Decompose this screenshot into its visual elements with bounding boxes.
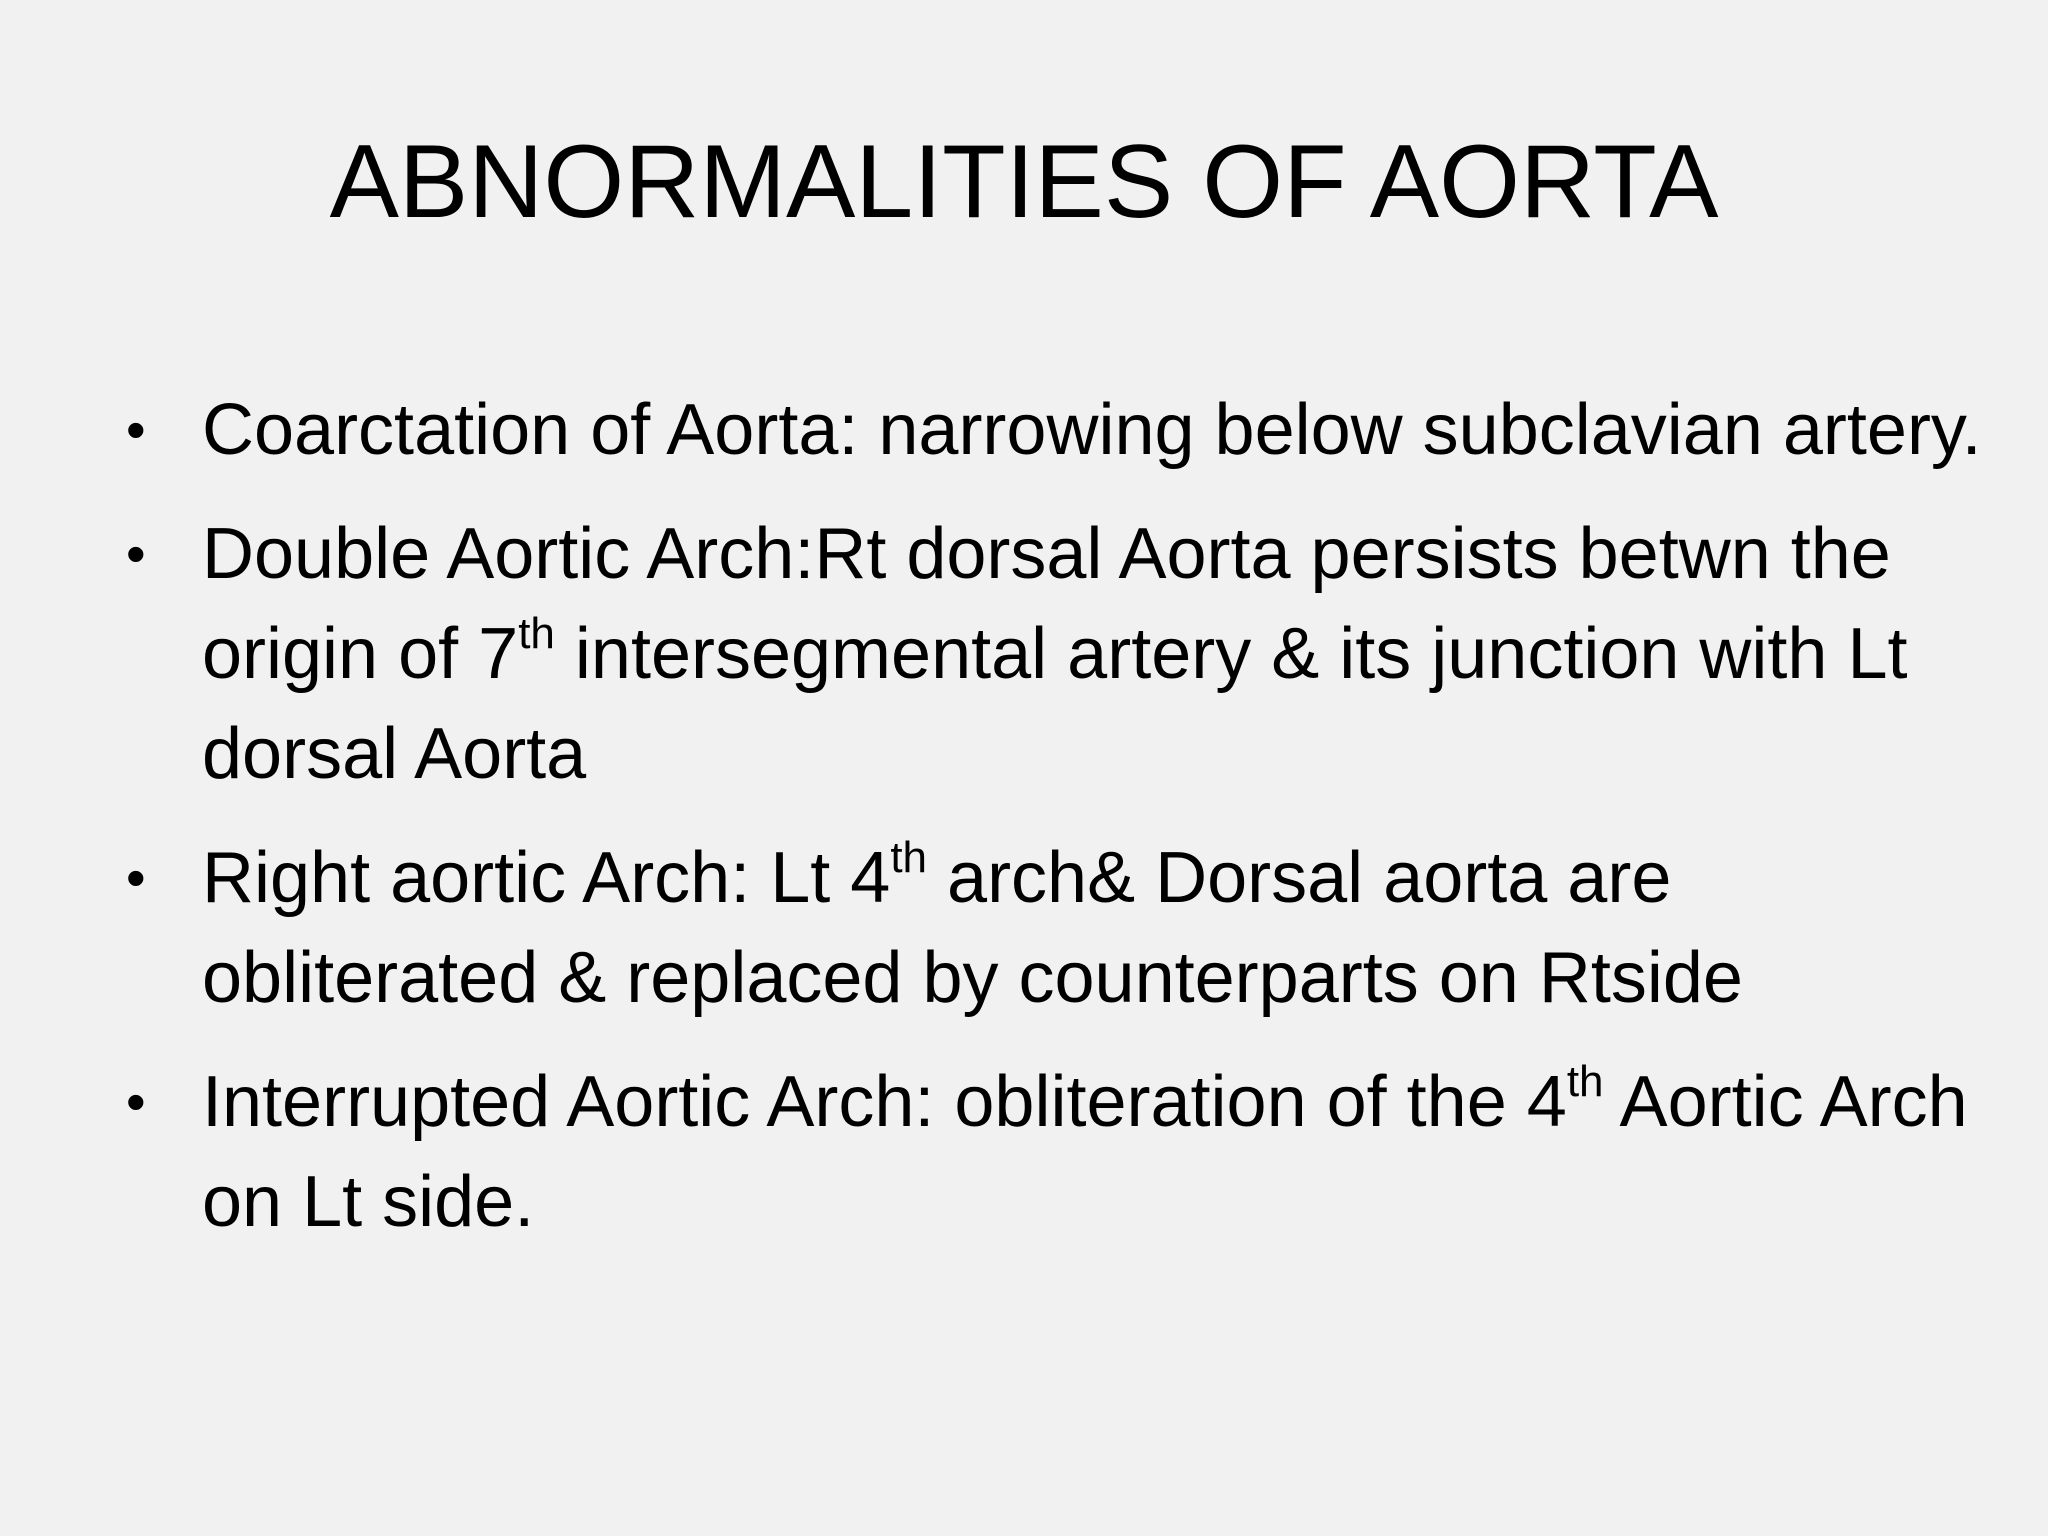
bullet-item-double-aortic-arch [118,504,1998,804]
bullet-list [118,380,1998,1276]
bullet-marker: • [126,522,146,585]
bullet-text-part-2: intersegmental artery & its junction with Lt dorsal Aorta [202,614,1908,794]
bullet-item-coarctation [118,380,1998,480]
slide-title: ABNORMALITIES OF AORTA [329,124,1719,240]
bullet-text-part-2: arch& Dorsal aorta are obliterated & replaced by counterparts on Rtside [202,838,1743,1018]
bullet-item-right-aortic-arch [118,828,1998,1028]
bullet-marker: • [126,846,146,909]
bullet-marker: • [126,1070,146,1133]
bullet-text: Coarctation of Aorta: narrowing below subclavian artery. [202,390,1982,470]
bullet-item-interrupted-aortic-arch [118,1052,1998,1252]
bullet-text-part-1: Interrupted Aortic Arch: obliteration of the 4 [202,1062,1567,1142]
bullet-text-part-1: Right aortic Arch: Lt 4 [202,838,891,918]
superscript-ordinal: th [890,833,928,882]
bullet-text-part-1: Double Aortic Arch:Rt dorsal Aorta persists betwn the origin of 7 [202,514,1891,694]
bullet-marker: • [126,398,146,461]
superscript-ordinal: th [1566,1057,1604,1106]
superscript-ordinal: th [518,609,555,658]
bullet-text-part-2: Aortic Arch on Lt side. [202,1062,1968,1242]
